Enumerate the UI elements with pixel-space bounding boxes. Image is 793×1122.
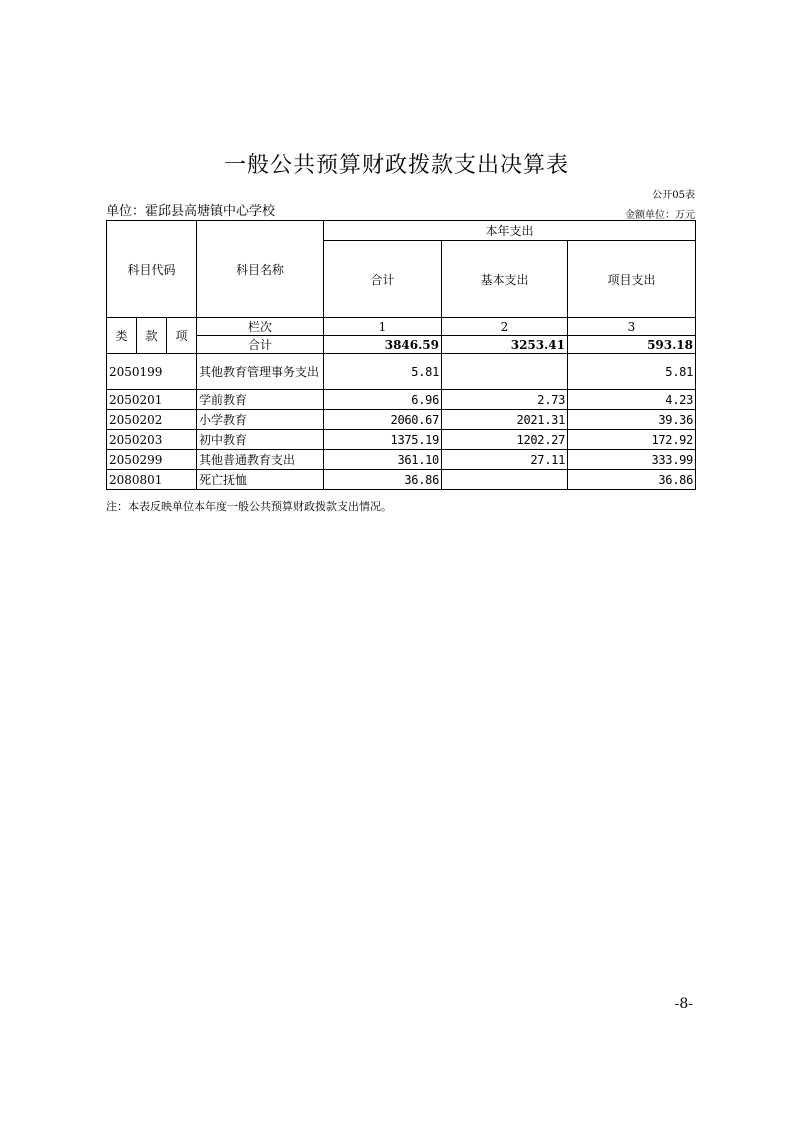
row-basic: 2021.31 <box>442 410 568 430</box>
row-code: 2050299 <box>107 450 197 470</box>
table-row <box>107 470 696 490</box>
money-unit-label: 金额单位：万元 <box>625 210 695 221</box>
header-xiang: 项 <box>167 318 197 354</box>
sum-project: 593.18 <box>568 336 696 354</box>
row-name: 学前教育 <box>197 390 324 410</box>
row-project: 36.86 <box>568 470 696 490</box>
row-total: 36.86 <box>324 470 442 490</box>
table-row <box>107 354 696 390</box>
row-name: 其他普通教育支出 <box>197 450 324 470</box>
row-basic <box>442 470 568 490</box>
row-code: 2050202 <box>107 410 197 430</box>
form-code: 公开05表 <box>652 190 695 201</box>
header-project: 项目支出 <box>568 241 696 318</box>
expenditure-table <box>106 220 696 490</box>
row-basic: 2.73 <box>442 390 568 410</box>
header-current-year: 本年支出 <box>324 221 696 241</box>
row-project: 39.36 <box>568 410 696 430</box>
row-total: 6.96 <box>324 390 442 410</box>
table-row <box>107 430 696 450</box>
header-col3: 3 <box>568 318 696 336</box>
header-column-order: 栏次 <box>197 318 324 336</box>
table-row <box>107 390 696 410</box>
row-total: 361.10 <box>324 450 442 470</box>
page-title: 一般公共预算财政拨款支出决算表 <box>223 153 569 178</box>
header-basic: 基本支出 <box>442 241 568 318</box>
header-col2: 2 <box>442 318 568 336</box>
row-basic: 27.11 <box>442 450 568 470</box>
row-name: 小学教育 <box>197 410 324 430</box>
row-name: 死亡抚恤 <box>197 470 324 490</box>
header-total: 合计 <box>324 241 442 318</box>
row-name: 初中教育 <box>197 430 324 450</box>
row-code: 2050201 <box>107 390 197 410</box>
header-kuan: 款 <box>137 318 167 354</box>
row-code: 2080801 <box>107 470 197 490</box>
row-project: 333.99 <box>568 450 696 470</box>
row-basic: 1202.27 <box>442 430 568 450</box>
header-lei: 类 <box>107 318 137 354</box>
sum-basic: 3253.41 <box>442 336 568 354</box>
page-number: -8- <box>674 996 693 1012</box>
header-col1: 1 <box>324 318 442 336</box>
header-subject-name: 科目名称 <box>197 221 324 318</box>
unit-label: 单位：霍邱县高塘镇中心学校 <box>106 204 276 219</box>
sum-total: 3846.59 <box>324 336 442 354</box>
sum-label: 合计 <box>197 336 324 354</box>
table-row <box>107 450 696 470</box>
row-code: 2050203 <box>107 430 197 450</box>
row-total: 5.81 <box>324 354 442 390</box>
table-row <box>107 410 696 430</box>
row-total: 1375.19 <box>324 430 442 450</box>
row-project: 4.23 <box>568 390 696 410</box>
header-subject-code: 科目代码 <box>107 221 197 318</box>
row-total: 2060.67 <box>324 410 442 430</box>
table-note: 注：本表反映单位本年度一般公共预算财政拨款支出情况。 <box>106 500 392 513</box>
row-project: 5.81 <box>568 354 696 390</box>
row-basic <box>442 354 568 390</box>
row-code: 2050199 <box>107 354 197 390</box>
row-name: 其他教育管理事务支出 <box>197 354 324 390</box>
row-project: 172.92 <box>568 430 696 450</box>
